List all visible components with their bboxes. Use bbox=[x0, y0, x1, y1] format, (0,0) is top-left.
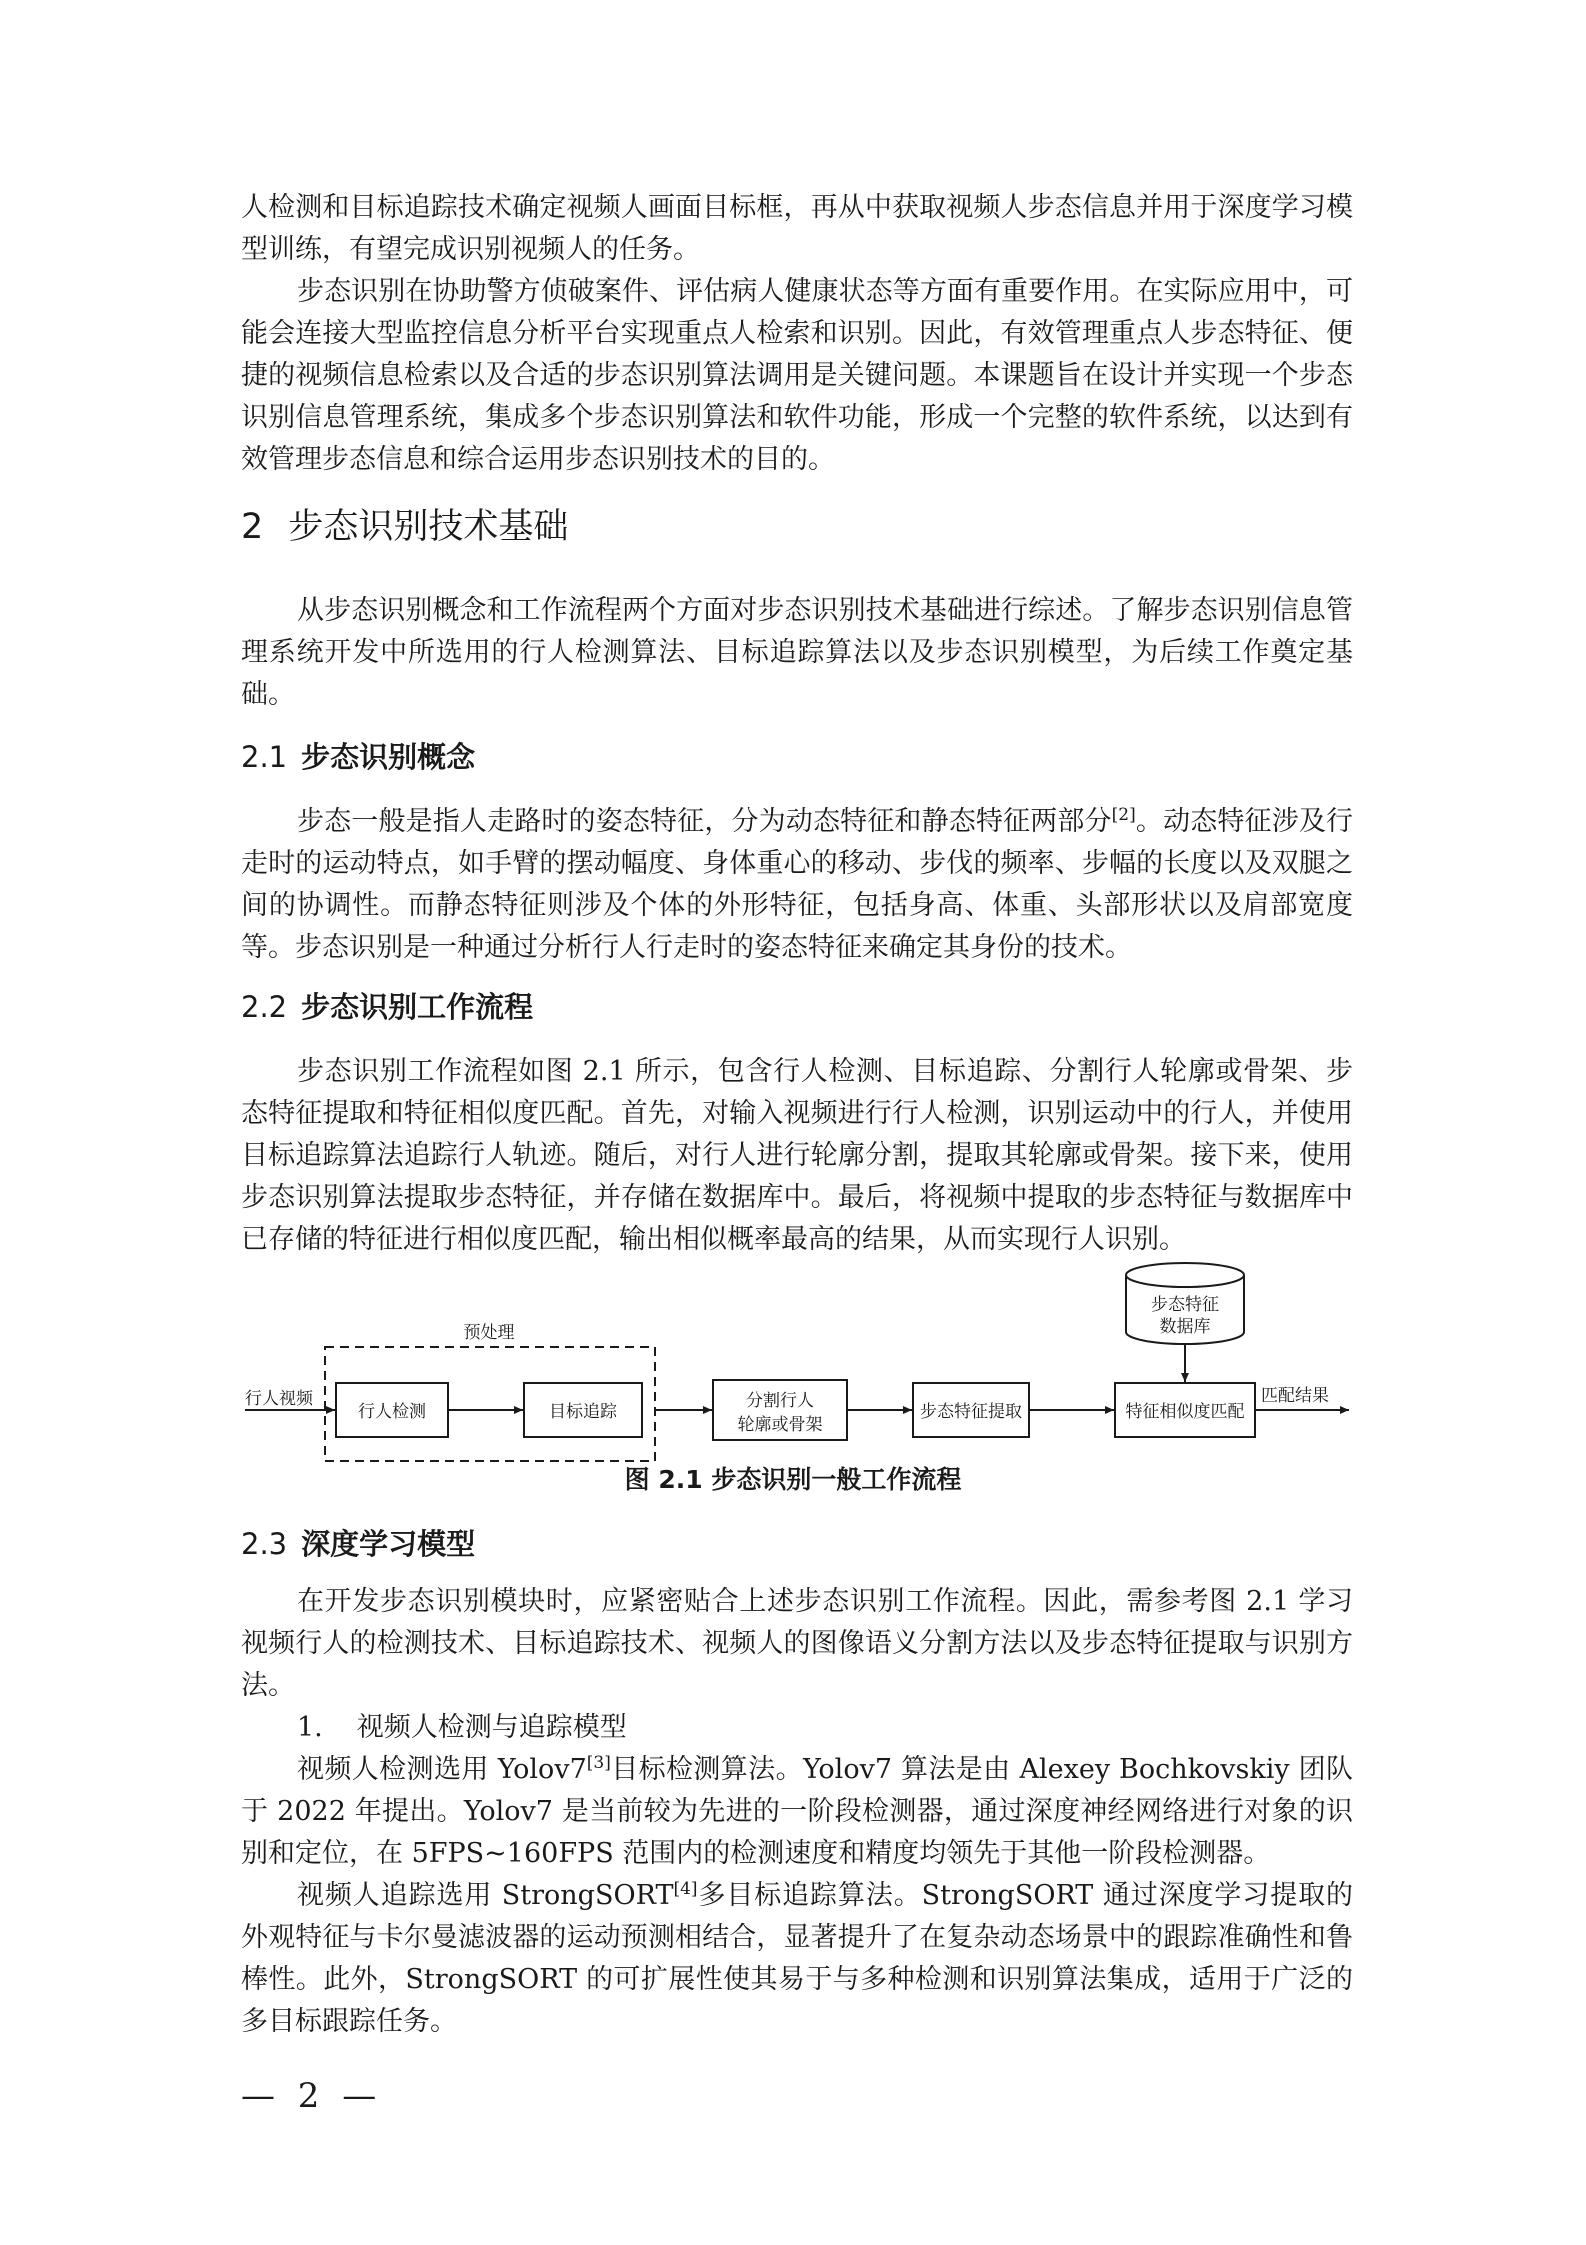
paragraph-deep-learning: 在开发步态识别模块时，应紧密贴合上述步态识别工作流程。因此，需参考图 2.1 学习视频行人的检测技术、目标追踪技术、视频人的图像语义分割方法以及步态特征提取与识别方法。 bbox=[241, 1586, 1353, 1701]
list-item-1 bbox=[297, 1707, 627, 1749]
database-label-2: 数据库 bbox=[1159, 1317, 1211, 1337]
section-2-1-title: 步态识别概念 bbox=[301, 740, 476, 774]
paragraph-intro-purpose: 步态识别在协助警方侦破案件、评估病人健康状态等方面有重要作用。在实际应用中，可能会连接大型监控信息分析平台实现重点人检索和识别。因此，有效管理重点人步态特征、便捷的视频信息检索以及合适的步态识别算法调用是关键问题。本课题旨在设计并实现一个步态识别信息管理系统，集成多个步态识别算法和软件功能，形成一个完整的软件系统，以达到有效管理步态信息和综合运用步态识别技术的目的。 bbox=[241, 276, 1353, 475]
box-segmentation-label-2: 轮廓或骨架 bbox=[737, 1415, 823, 1435]
section-2-2-number: 2.2 bbox=[241, 990, 288, 1024]
box-segmentation-label-1: 分割行人 bbox=[746, 1391, 814, 1411]
section-2-2-title: 步态识别工作流程 bbox=[301, 990, 534, 1024]
box-feature-extraction-label: 步态特征提取 bbox=[920, 1402, 1022, 1422]
section-2-1-number: 2.1 bbox=[241, 740, 288, 774]
yolov7-text-b: 目标检测算法。Yolov7 算法是由 Alexey Bochkovskiy 团队于 2022 年提出。Yolov7 是当前较为先进的一阶段检测器，通过深度神经网络进行对象的识别和定位，在 5FPS~160FPS 范围内的检测速度和精度均领先于其他一阶段检测器。 bbox=[241, 1754, 1353, 1869]
box-similarity-matching-label: 特征相似度匹配 bbox=[1125, 1402, 1245, 1422]
citation-2: [2] bbox=[1111, 805, 1136, 825]
paragraph-strongsort bbox=[241, 1875, 1353, 2043]
section-2-3-title: 深度学习模型 bbox=[301, 1527, 476, 1561]
preprocess-label: 预处理 bbox=[463, 1323, 515, 1343]
paragraph-gait-concept bbox=[241, 801, 1353, 969]
citation-3: [3] bbox=[586, 1753, 611, 1773]
gait-concept-text-a: 步态一般是指人走路时的姿态特征，分为动态特征和静态特征两部分 bbox=[297, 806, 1112, 837]
figure-2-1-caption: 图 2.1 步态识别一般工作流程 bbox=[624, 1465, 962, 1494]
database-cylinder-top bbox=[1126, 1263, 1244, 1287]
page-number: — 2 — bbox=[241, 2076, 383, 2116]
paragraph-intro-continued: 人检测和目标追踪技术确定视频人画面目标框，再从中获取视频人步态信息并用于深度学习模型训练，有望完成识别视频人的任务。 bbox=[241, 192, 1353, 265]
strongsort-text-a: 视频人追踪选用 StrongSORT bbox=[297, 1880, 674, 1911]
section-2-title: 步态识别技术基础 bbox=[288, 507, 569, 547]
database-label-1: 步态特征 bbox=[1151, 1295, 1219, 1315]
paragraph-yolov7 bbox=[241, 1749, 1353, 1875]
output-result-label: 匹配结果 bbox=[1261, 1386, 1329, 1406]
strongsort-text-b: 多目标追踪算法。StrongSORT 通过深度学习提取的外观特征与卡尔曼滤波器的运动预测相结合，显著提升了在复杂动态场景中的跟踪准确性和鲁棒性。此外，StrongSORT 的可扩展性使其易于与多种检测和识别算法集成，适用于广泛的多目标跟踪任务。 bbox=[241, 1880, 1353, 2037]
section-2-3-number: 2.3 bbox=[241, 1527, 288, 1561]
section-2-number: 2 bbox=[241, 507, 264, 547]
section-2-2-heading bbox=[241, 987, 533, 1027]
paragraph-section-2-overview: 从步态识别概念和工作流程两个方面对步态识别技术基础进行综述。了解步态识别信息管理系统开发中所选用的行人检测算法、目标追踪算法以及步态识别模型，为后续工作奠定基础。 bbox=[241, 595, 1353, 710]
yolov7-text-a: 视频人检测选用 Yolov7 bbox=[297, 1754, 587, 1785]
workflow-figure bbox=[241, 1255, 1353, 1470]
list-item-1-number: 1. bbox=[297, 1712, 323, 1743]
box-target-tracking-label: 目标追踪 bbox=[549, 1402, 617, 1422]
list-item-1-text: 视频人检测与追踪模型 bbox=[356, 1712, 627, 1743]
input-video-label: 行人视频 bbox=[245, 1389, 313, 1409]
box-pedestrian-detection-label: 行人检测 bbox=[358, 1402, 426, 1422]
section-2-heading bbox=[241, 504, 568, 550]
section-2-3-heading bbox=[241, 1524, 475, 1564]
gait-concept-text-b: 。动态特征涉及行走时的运动特点，如手臂的摆动幅度、身体重心的移动、步伐的频率、步幅的长度以及双腿之间的协调性。而静态特征则涉及个体的外形特征，包括身高、体重、头部形状以及肩部宽度等。步态识别是一种通过分析行人行走时的姿态特征来确定其身份的技术。 bbox=[241, 806, 1354, 963]
citation-4: [4] bbox=[673, 1879, 698, 1899]
section-2-1-heading bbox=[241, 737, 475, 777]
paragraph-gait-workflow: 步态识别工作流程如图 2.1 所示，包含行人检测、目标追踪、分割行人轮廓或骨架、步态特征提取和特征相似度匹配。首先，对输入视频进行行人检测，识别运动中的行人，并使用目标追踪算法追踪行人轨迹。随后，对行人进行轮廓分割，提取其轮廓或骨架。接下来，使用步态识别算法提取步态特征，并存储在数据库中。最后，将视频中提取的步态特征与数据库中已存储的特征进行相似度匹配，输出相似概率最高的结果，从而实现行人识别。 bbox=[241, 1056, 1353, 1255]
